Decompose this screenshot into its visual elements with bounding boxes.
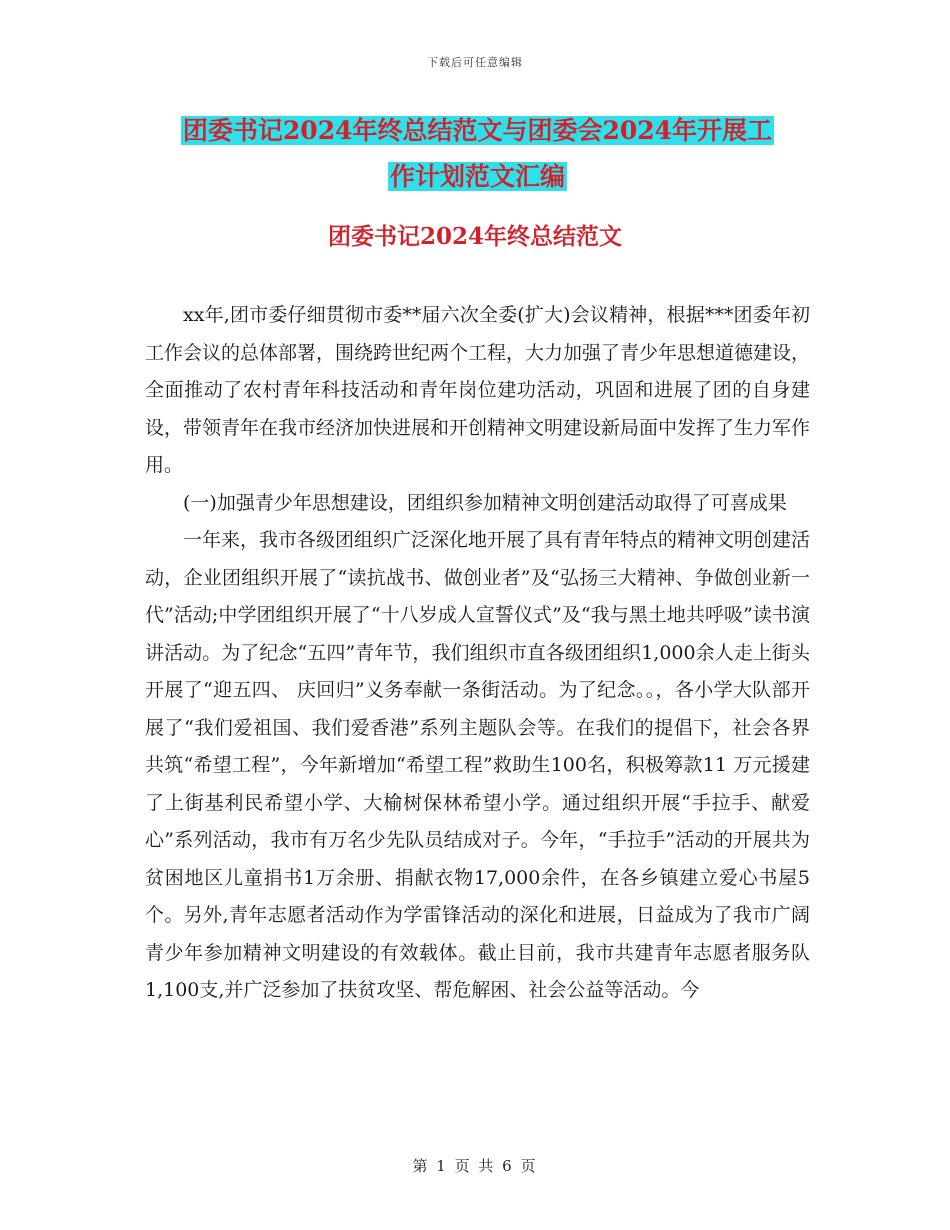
document-title-line-2: 作计划范文汇编: [389, 162, 565, 191]
section-title: 团委书记2024年终总结范文: [327, 223, 622, 250]
page-footer: 第 1 页 共 6 页: [412, 1157, 538, 1175]
document-body: [145, 297, 810, 1010]
document-title: [145, 108, 810, 200]
page-header-note: 下载后可任意编辑: [427, 56, 523, 69]
paragraph: 一年来，我市各级团组织广泛深化地开展了具有青年特点的精神文明创建活动，企业团组织开展了“读抗战书、做创业者”及“弘扬三大精神、争做创业新一代”活动;中学团组织开展了“十八岁成人宣誓仪式”及“我与黑土地共呼吸”读书演讲活动。为了纪念“五四”青年节，我们组织市直各级团组织1,000余人走上街头开展了“迎五四、 庆回归”义务奉献一条街活动。为了纪念。。，各小学大队部开展了“我们爱祖国、我们爱香港”系列主题队会等。在我们的提倡下，社会各界共筑“希望工程”，今年新增加“希望工程”救助生100名，积极筹款11 万元援建了上街基利民希望小学、大榆树保林希望小学。通过组织开展“手拉手、献爱心”系列活动，我市有万名少先队员结成对子。今年，“手拉手”活动的开展共为贫困地区儿童捐书1万余册、捐献衣物17,000余件，在各乡镇建立爱心书屋5个。另外,青年志愿者活动作为学雷锋活动的深化和进展，日益成为了我市广阔青少年参加精神文明建设的有效载体。截止目前，我市共建青年志愿者服务队1,100支,并广泛参加了扶贫攻坚、帮危解困、社会公益等活动。今: [145, 529, 811, 1001]
document-title-line-1: 团委书记2024年终总结范文与团委会2024年开展工: [182, 116, 773, 145]
paragraph: xx年,团市委仔细贯彻市委**届六次全委(扩大)会议精神，根据***团委年初工作会议的总体部署，围绕跨世纪两个工程，大力加强了青少年思想道德建设，全面推动了农村青年科技活动和青年岗位建功活动，巩固和进展了团的自身建设，带领青年在我市经济加快进展和开创精神文明建设新局面中发挥了生力军作用。: [145, 304, 811, 476]
paragraph: (一)加强青少年思想建设，团组织参加精神文明创建活动取得了可喜成果: [183, 491, 787, 514]
